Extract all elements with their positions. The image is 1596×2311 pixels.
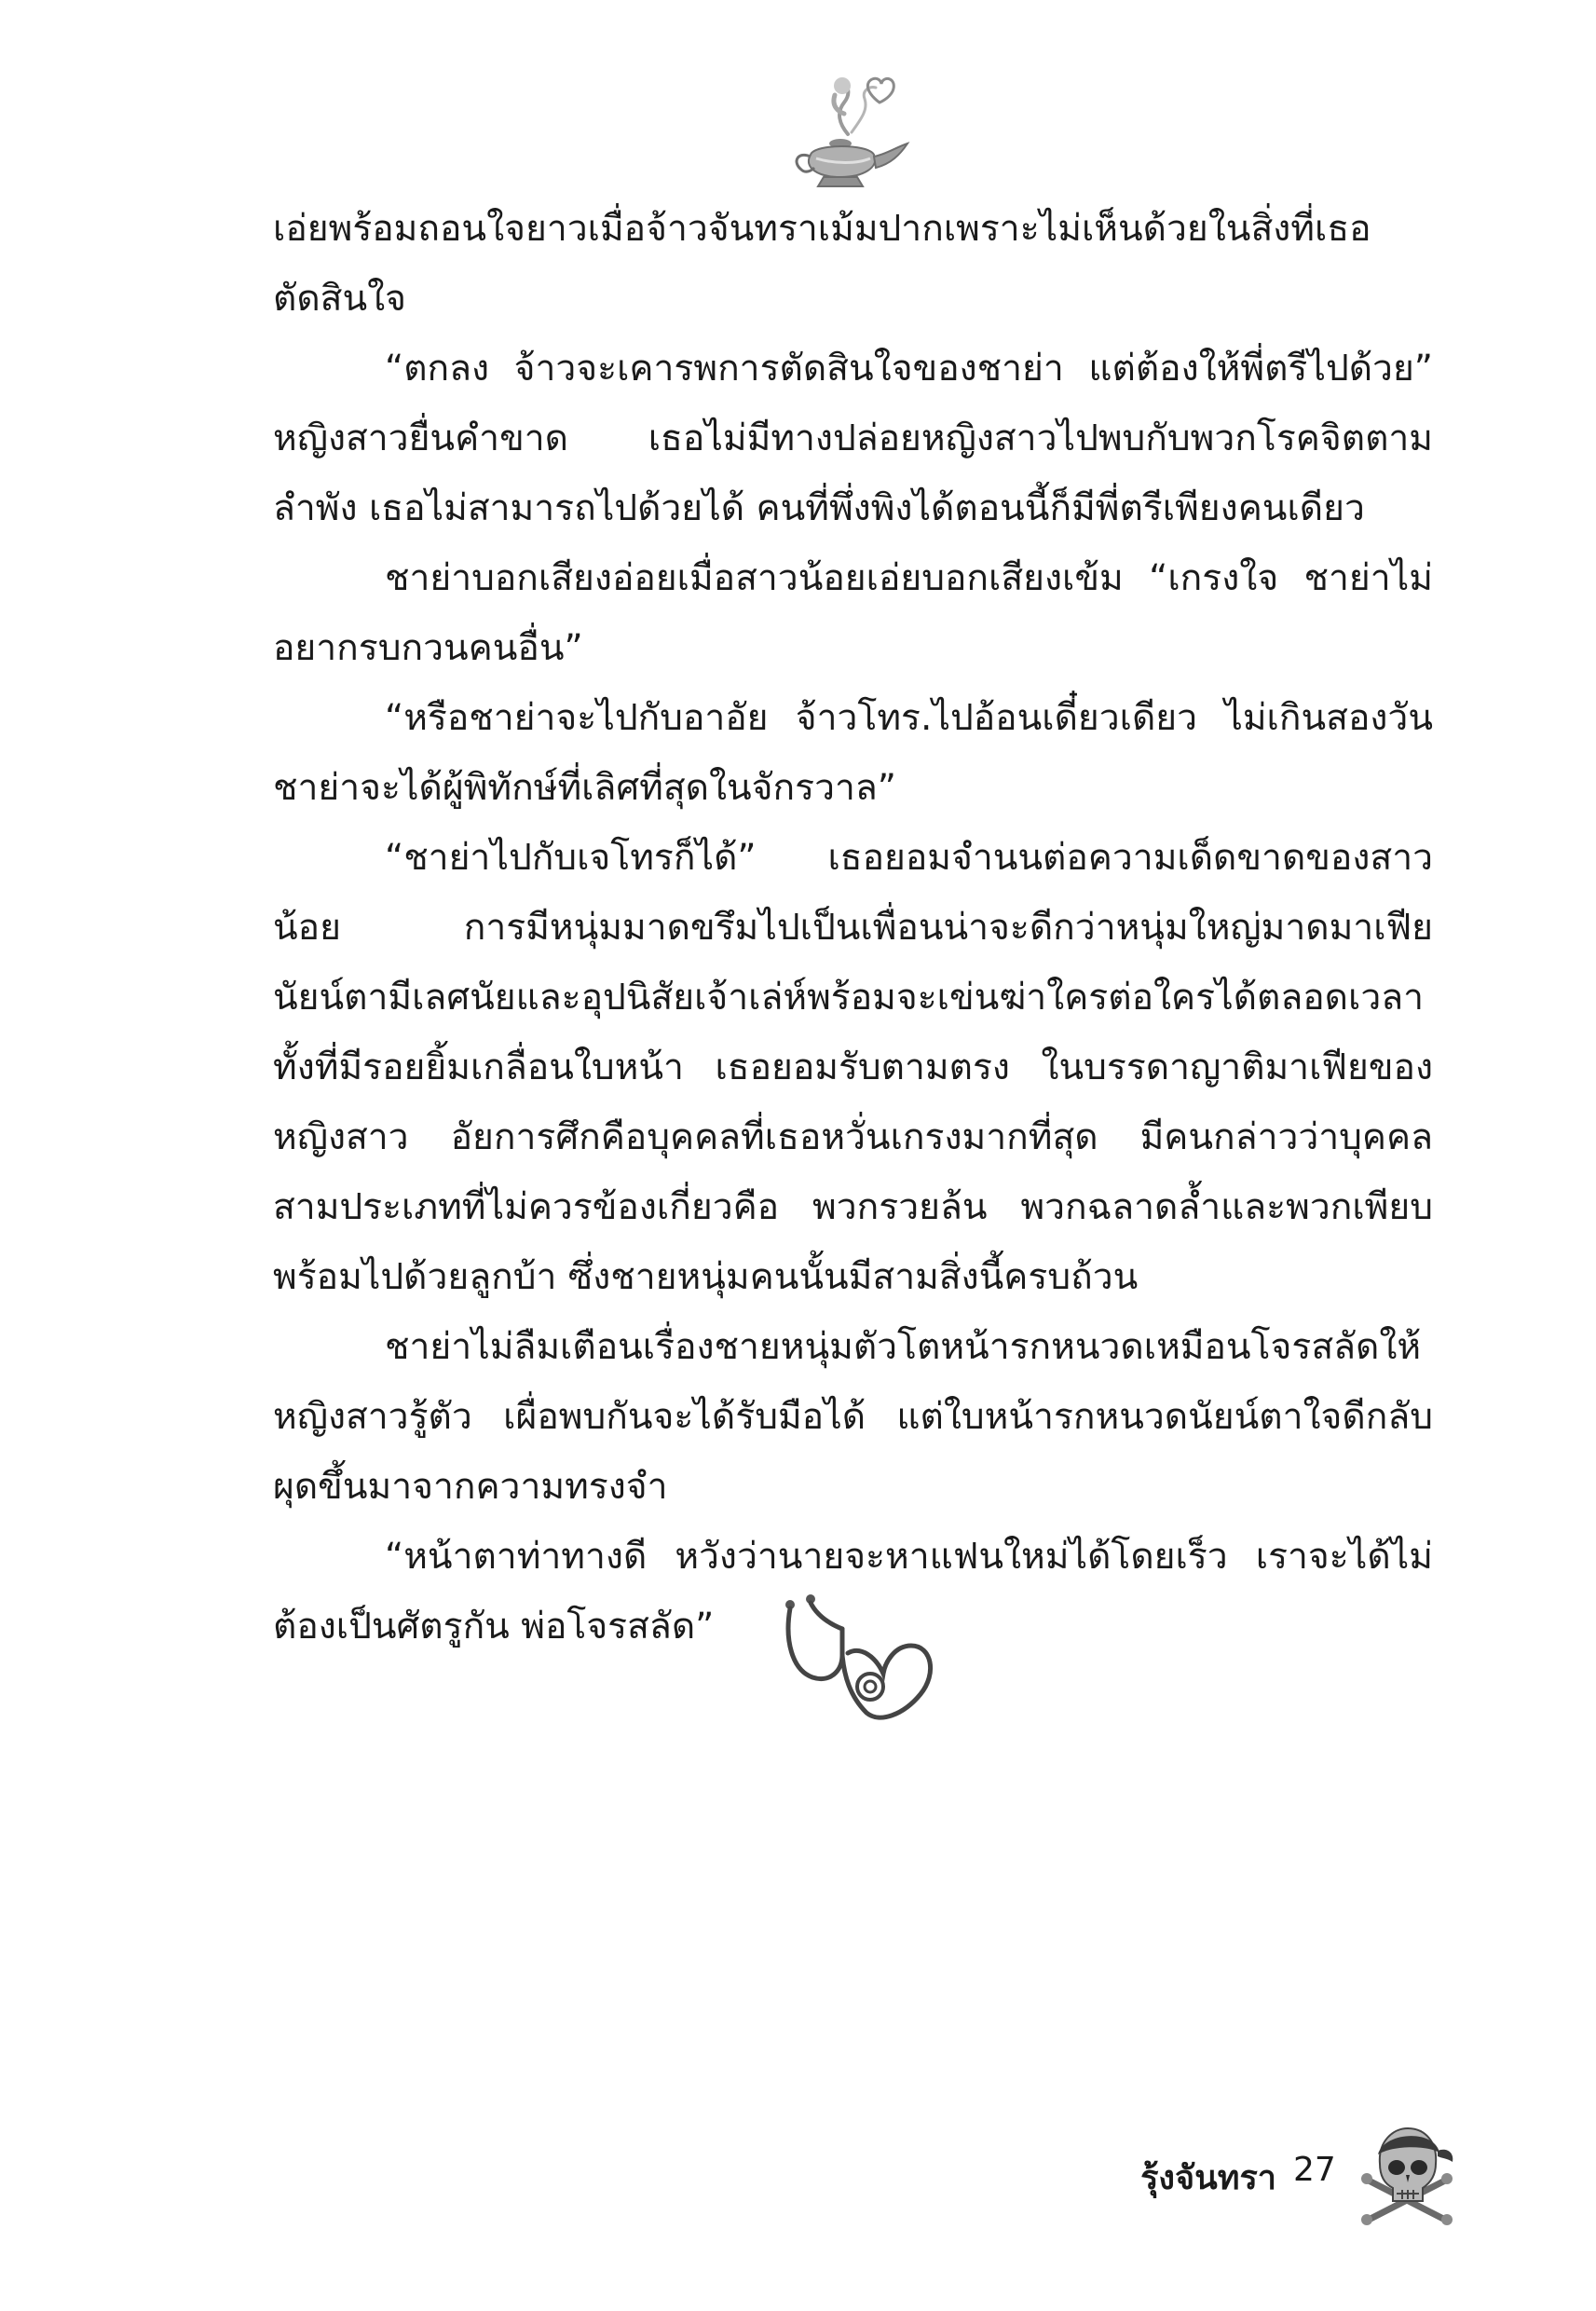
body-text (273, 194, 1433, 1661)
paragraph-4: “หรือชาย่าจะไปกับอาอัย จ้าวโทร.ไปอ้อนเดี๋ยวเดียว ไม่เกินสองวันชาย่าจะได้ผู้พิทักษ์ที่เลิศที่สุดในจักรวาล” (273, 697, 1433, 809)
paragraph-6: ชาย่าไม่ลืมเตือนเรื่องชายหนุ่มตัวโตหน้ารกหนวดเหมือนโจรสลัดให้หญิงสาวรู้ตัว เผื่อพบกันจะได้รับมือได้ แต่ใบหน้ารกหนวดนัยน์ตาใจดีกลับผุดขึ้นมาจากความทรงจำ (273, 1326, 1433, 1508)
paragraph-2: “ตกลง จ้าวจะเคารพการตัดสินใจของชาย่า แต่ต้องให้พี่ตรีไปด้วย” หญิงสาวยื่นคำขาด เธอไม่มีทางปล่อยหญิงสาวไปพบกับพวกโรคจิตตามลำพัง เธอไม่สามารถไปด้วยได้ คนที่พึ่งพิงได้ตอนนี้ก็มีพี่ตรีเพียงคนเดียว (273, 348, 1433, 529)
stethoscope-heart-icon (764, 1584, 950, 1743)
book-title: รุ้งจันทรา (1140, 2159, 1276, 2197)
paragraph-5: “ชาย่าไปกับเจโทรก็ได้” เธอยอมจำนนต่อความเด็ดขาดของสาวน้อย การมีหนุ่มมาดขรึมไปเป็นเพื่อนน่าจะดีกว่าหนุ่มใหญ่มาดมาเฟีย นัยน์ตามีเลศนัยและอุปนิสัยเจ้าเล่ห์พร้อมจะเข่นฆ่าใครต่อใครได้ตลอดเวลาทั้งที่มีรอยยิ้มเกลื่อนใบหน้า เธอยอมรับตามตรง ในบรรดาญาติมาเฟียของหญิงสาว อัยการศึกคือบุคคลที่เธอหวั่นเกรงมากที่สุด มีคนกล่าวว่าบุคคลสามประเภทที่ไม่ควรข้องเกี่ยวคือ พวกรวยล้น พวกฉลาดล้ำและพวกเพียบพร้อมไปด้วยลูกบ้า ซึ่งชายหนุ่มคนนั้นมีสามสิ่งนี้ครบถ้วน (273, 837, 1433, 1298)
paragraph-1: เอ่ยพร้อมถอนใจยาวเมื่อจ้าวจันทราเม้มปากเพราะไม่เห็นด้วยในสิ่งที่เธอตัดสินใจ (273, 208, 1371, 320)
magic-lamp-icon (783, 58, 913, 198)
pirate-skull-icon (1356, 2115, 1458, 2227)
paragraph-3: ชาย่าบอกเสียงอ่อยเมื่อสาวน้อยเอ่ยบอกเสียงเข้ม “เกรงใจ ชาย่าไม่อยากรบกวนคนอื่น” (273, 557, 1433, 669)
paragraph-7: “หน้าตาท่าทางดี หวังว่านายจะหาแฟนใหม่ได้โดยเร็ว เราจะได้ไม่ต้องเป็นศัตรูกัน พ่อโจรสลัด” (273, 1536, 1433, 1648)
page-number: 27 (1293, 2151, 1336, 2189)
page-footer (1071, 2115, 1463, 2227)
